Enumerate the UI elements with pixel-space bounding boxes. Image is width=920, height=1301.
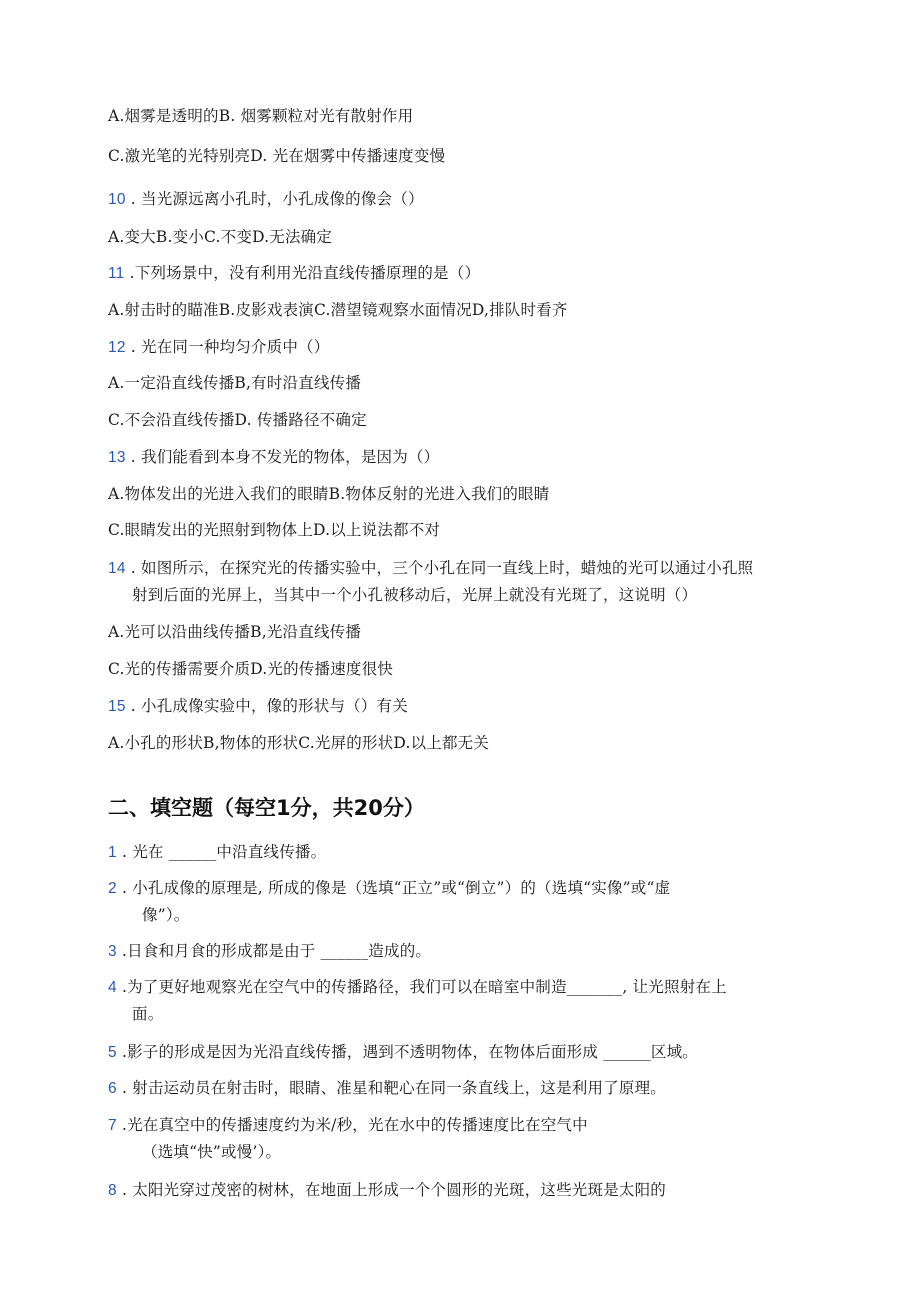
- question-text: . 我们能看到本身不发光的物体，是因为（）: [125, 448, 440, 466]
- question-text: . 如图所示，在探究光的传播实验中，三个小孔在同一直线上时，蜡烛的光可以通过小孔照: [125, 559, 754, 577]
- question-text: .影子的形成是因为光沿直线传播，遇到不透明物体，在物体后面形成 ______区域。: [116, 1043, 699, 1061]
- fill-question-4: [108, 977, 727, 998]
- q13-options-line2: C.眼睛发出的光照射到物体上D.以上说法都不对: [108, 521, 441, 539]
- question-number: 7: [108, 1117, 117, 1134]
- question-text: . 太阳光穿过茂密的树林，在地面上形成一个个圆形的光斑，这些光斑是太阳的: [116, 1181, 667, 1199]
- question-number: 11: [108, 265, 125, 282]
- question-text: . 小孔成像的原理是, 所成的像是（选填“正立”或“倒立”）的（选填“实像”或“虚: [116, 879, 671, 897]
- question-number: 13: [108, 449, 126, 466]
- question-text: .光在真空中的传播速度约为米/秒，光在水中的传播速度比在空气中: [116, 1116, 588, 1134]
- q12-options-line2: C.不会沿直线传播D. 传播路径不确定: [108, 411, 367, 429]
- question-text: . 光在 ______中沿直线传播。: [116, 843, 327, 861]
- q9-options-line1: A.烟雾是透明的B. 烟雾颗粒对光有散射作用: [108, 107, 414, 125]
- fill-question-7-continuation: （选填“快”或慢’）。: [142, 1143, 282, 1161]
- question-number: 1: [108, 844, 117, 861]
- q14-options-line1: A.光可以沿曲线传播B,光沿直线传播: [108, 623, 362, 641]
- fill-question-6: [108, 1078, 666, 1099]
- question-number: 12: [108, 339, 126, 356]
- fill-question-1: [108, 842, 326, 863]
- fill-question-5: [108, 1042, 698, 1063]
- q14-options-line2: C.光的传播需要介质D.光的传播速度很快: [108, 660, 394, 678]
- question-14: [108, 558, 753, 579]
- q9-options-line2: C.激光笔的光特别亮D. 光在烟雾中传播速度变慢: [108, 147, 446, 165]
- question-text: . 小孔成像实验中，像的形状与（）有关: [125, 697, 408, 715]
- question-text: . 射击运动员在射击时，眼睛、准星和靶心在同一条直线上，这是利用了原理。: [116, 1079, 667, 1097]
- q13-options-line1: A.物体发出的光进入我们的眼睛B.物体反射的光进入我们的眼睛: [108, 485, 550, 503]
- q15-options: A.小孔的形状B,物体的形状C.光屏的形状D.以上都无关: [108, 734, 490, 752]
- question-11: [108, 263, 480, 284]
- question-14-continuation: 射到后面的光屏上，当其中一个小孔被移动后，光屏上就没有光斑了，这说明（）: [132, 586, 698, 604]
- question-number: 10: [108, 191, 126, 208]
- question-text: .下列场景中，没有利用光沿直线传播原理的是（）: [124, 264, 481, 282]
- question-number: 15: [108, 698, 126, 715]
- fill-question-7: [108, 1115, 588, 1136]
- fill-question-3: [108, 941, 431, 962]
- question-text: .为了更好地观察光在空气中的传播路径，我们可以在暗室中制造_______, 让光照射在上: [116, 978, 727, 996]
- q11-options: A.射击时的瞄准B.皮影戏表演C.潜望镜观察水面情况D,排队时看齐: [108, 301, 568, 319]
- question-number: 14: [108, 560, 126, 577]
- question-number: 6: [108, 1080, 117, 1097]
- question-10: [108, 189, 424, 210]
- question-13: [108, 447, 439, 468]
- question-number: 5: [108, 1044, 117, 1061]
- fill-question-8: [108, 1180, 666, 1201]
- question-15: [108, 696, 408, 717]
- question-number: 2: [108, 880, 117, 897]
- question-text: .日食和月食的形成都是由于 ______造成的。: [116, 942, 432, 960]
- question-12: [108, 337, 329, 358]
- q12-options-line1: A.一定沿直线传播B,有时沿直线传播: [108, 374, 362, 392]
- question-number: 8: [108, 1182, 117, 1199]
- q10-options: A.变大B.变小C.不变D.无法确定: [108, 228, 333, 246]
- fill-question-2-continuation: 像”）。: [142, 906, 190, 924]
- question-number: 3: [108, 943, 117, 960]
- fill-question-4-continuation: 面。: [132, 1005, 164, 1023]
- question-text: . 当光源远离小孔时，小孔成像的像会（）: [125, 190, 424, 208]
- section-title: 二、填空题（每空1分，共20分）: [108, 796, 425, 820]
- question-text: . 光在同一种均匀介质中（）: [125, 338, 330, 356]
- fill-question-2: [108, 878, 670, 899]
- question-number: 4: [108, 979, 117, 996]
